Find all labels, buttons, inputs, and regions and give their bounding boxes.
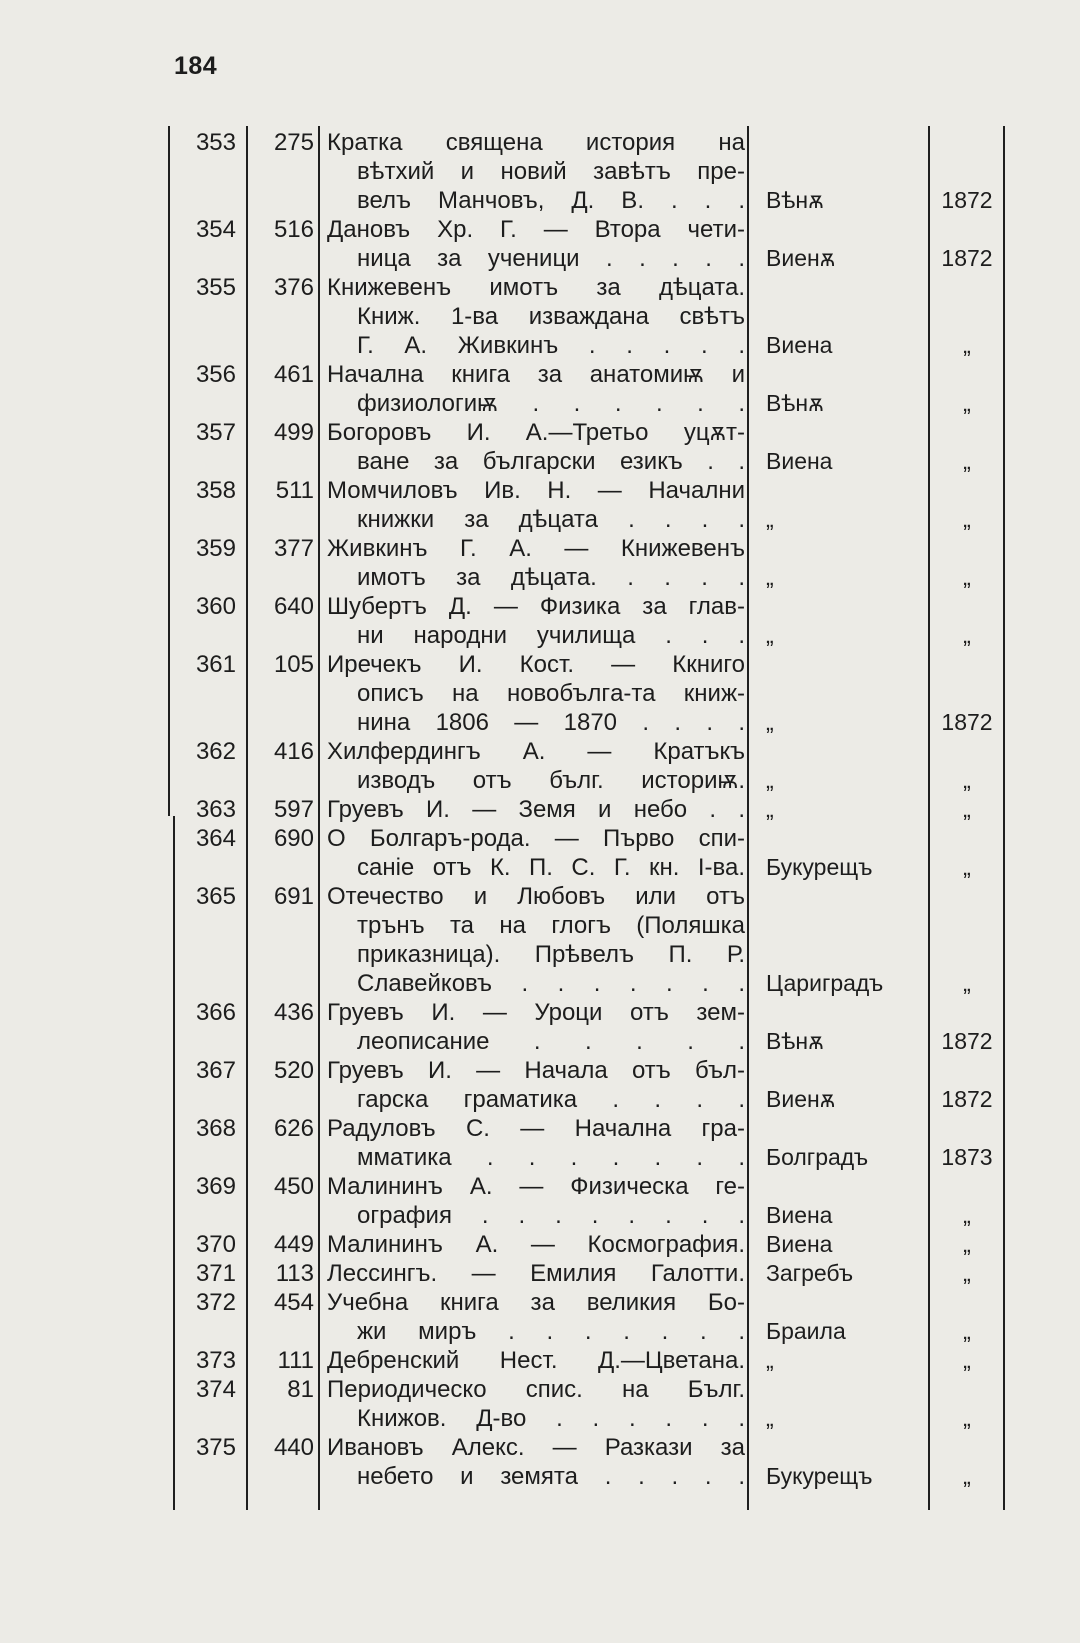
entry-catalog-id: 111 [277, 1347, 314, 1374]
entry-catalog-id: 626 [273, 1115, 314, 1142]
entry-title-line: вѣтхий и новий завѣтъ пре- [357, 158, 745, 185]
entry-title-line: Живкинъ Г. А. — Книжевенъ [327, 535, 745, 562]
entry-year: „ [963, 332, 971, 358]
entry-catalog-id: 376 [273, 274, 314, 301]
entry-title-line: имотъ за дѣцата. . . . . [357, 564, 745, 591]
entry-year: 1872 [941, 709, 993, 735]
entry-catalog-id: 516 [273, 216, 314, 243]
entry-title-line: физиологиѭ . . . . . . [357, 390, 745, 417]
entry-catalog-id: 640 [273, 593, 314, 620]
entry-number: 360 [195, 593, 236, 620]
entry-number: 353 [195, 129, 236, 156]
entry-title-line: трънъ та на глогъ (Поляшка [357, 912, 745, 939]
entry-title-line: Отечество и Любовъ или отъ [327, 883, 745, 910]
entry-title-line: Груевъ И. — Начала отъ бъл- [327, 1057, 745, 1084]
entry-number: 366 [195, 999, 236, 1026]
entry-title [327, 273, 745, 360]
entry-title-line: Радуловъ С. — Начална гра- [327, 1115, 745, 1142]
entry-place: Вѣнѫ [766, 390, 824, 416]
entry-title-line: Кратка священа история на [327, 129, 745, 156]
entry-catalog-id: 440 [273, 1434, 314, 1461]
entry-catalog-id: 113 [275, 1260, 314, 1287]
table-row [0, 650, 1080, 737]
table-row [0, 1056, 1080, 1114]
entry-catalog-id: 105 [273, 651, 314, 678]
entry-number: 364 [195, 825, 236, 852]
entry-number: 363 [195, 796, 236, 823]
entry-title-line: гарска граматика . . . . [357, 1086, 745, 1113]
entry-catalog-id: 690 [273, 825, 314, 852]
entry-place: „ [766, 1405, 774, 1431]
table-row [0, 1288, 1080, 1346]
entry-year: „ [963, 1463, 971, 1489]
entry-number: 355 [195, 274, 236, 301]
table-row [0, 1433, 1080, 1491]
entry-number: 367 [195, 1057, 236, 1084]
entry-number: 354 [195, 216, 236, 243]
entry-place: Букурещъ [766, 854, 873, 880]
entry-number: 357 [195, 419, 236, 446]
entry-year: „ [963, 854, 971, 880]
entry-title [327, 1056, 745, 1114]
entry-title [327, 824, 745, 882]
entry-catalog-id: 275 [273, 129, 314, 156]
entry-title-line: Лессингъ. — Емилия Галотти. [327, 1260, 745, 1287]
entry-title-line: Начална книга за анатомиѭ и [327, 361, 745, 388]
page-number: 184 [174, 52, 218, 80]
entry-place: Браила [766, 1318, 846, 1344]
entry-place: „ [766, 796, 774, 822]
entry-title [327, 1288, 745, 1346]
entry-title-line: Дановъ Хр. Г. — Втора чети- [327, 216, 745, 243]
entry-catalog-id: 450 [273, 1173, 314, 1200]
entry-year: „ [963, 796, 971, 822]
entry-year: „ [963, 1318, 971, 1344]
table-row [0, 824, 1080, 882]
entry-place: „ [766, 709, 774, 735]
entry-place: „ [766, 622, 774, 648]
entry-year: „ [963, 767, 971, 793]
entry-catalog-id: 81 [287, 1376, 314, 1403]
entry-place: „ [766, 767, 774, 793]
entry-title-line: Дебренский Нест. Д.—Цветана. [327, 1347, 745, 1374]
entry-place: Загребъ [766, 1260, 854, 1286]
entry-title [327, 592, 745, 650]
entry-title [327, 737, 745, 795]
entry-title [327, 795, 745, 824]
entry-number: 359 [195, 535, 236, 562]
entry-catalog-id: 454 [273, 1289, 314, 1316]
entry-year: „ [963, 1202, 971, 1228]
entry-number: 356 [195, 361, 236, 388]
entry-year: 1872 [941, 1028, 993, 1054]
entry-number: 358 [195, 477, 236, 504]
entry-number: 362 [195, 738, 236, 765]
entry-year: „ [963, 1347, 971, 1373]
entry-title-line: изводъ отъ бълг. историѭ. [357, 767, 745, 794]
entry-title [327, 215, 745, 273]
entry-title [327, 882, 745, 998]
entry-number: 373 [195, 1347, 236, 1374]
entry-place: Виена [766, 1202, 833, 1228]
table-row [0, 1172, 1080, 1230]
entry-year: „ [963, 506, 971, 532]
table-row [0, 418, 1080, 476]
entry-title-line: Иречекъ И. Кост. — Ккниго [327, 651, 745, 678]
table-row [0, 128, 1080, 215]
entry-title-line: велъ Манчовъ, Д. В. . . . [357, 187, 745, 214]
entry-year: „ [963, 390, 971, 416]
entry-title [327, 418, 745, 476]
entry-catalog-id: 449 [273, 1231, 314, 1258]
entry-title-line: Хилфердингъ А. — Кратъкъ [327, 738, 745, 765]
entry-title-line: жи миръ . . . . . . . [357, 1318, 745, 1345]
table-row [0, 592, 1080, 650]
entry-place: Виенѫ [766, 245, 836, 271]
entry-number: 365 [195, 883, 236, 910]
entry-catalog-id: 436 [273, 999, 314, 1026]
entry-title-line: Г. А. Живкинъ . . . . . [357, 332, 745, 359]
entry-title-line: ни народни училища . . . [357, 622, 745, 649]
entry-place: Виенѫ [766, 1086, 836, 1112]
table-row [0, 1230, 1080, 1259]
entry-place: „ [766, 564, 774, 590]
table-row [0, 360, 1080, 418]
entry-title-line: Груевъ И. — Земя и небо . . [327, 796, 745, 823]
entry-title-line: Малининъ А. — Физическа ге- [327, 1173, 745, 1200]
entry-catalog-id: 416 [273, 738, 314, 765]
entry-number: 371 [195, 1260, 236, 1287]
entry-year: 1872 [941, 1086, 993, 1112]
entry-catalog-id: 511 [275, 477, 314, 504]
table-row [0, 273, 1080, 360]
entry-number: 369 [195, 1173, 236, 1200]
entry-title [327, 1114, 745, 1172]
entry-title-line: Книжевенъ имотъ за дѣцата. [327, 274, 745, 301]
entry-title-line: Книж. 1-ва изваждана свѣтъ [357, 303, 745, 330]
entry-title-line: леописание . . . . . [357, 1028, 745, 1055]
table-row [0, 1375, 1080, 1433]
entry-place: Виена [766, 448, 833, 474]
entry-title-line: саніе отъ К. П. С. Г. кн. I-ва. [357, 854, 745, 881]
table-row [0, 476, 1080, 534]
entry-year: „ [963, 448, 971, 474]
table-row [0, 534, 1080, 592]
entry-year: 1873 [941, 1144, 993, 1170]
table-row [0, 998, 1080, 1056]
entry-title-line: Славейковъ . . . . . . . [357, 970, 745, 997]
entry-year: 1872 [941, 187, 993, 213]
entry-title-line: Шубертъ Д. — Физика за глав- [327, 593, 745, 620]
entry-title-line: Периодическо спис. на Бълг. [327, 1376, 745, 1403]
entry-year: „ [963, 622, 971, 648]
entry-number: 375 [195, 1434, 236, 1461]
entry-title-line: Ивановъ Алекс. — Разкази за [327, 1434, 745, 1461]
entry-catalog-id: 520 [273, 1057, 314, 1084]
table-row [0, 882, 1080, 998]
entry-title-line: Момчиловъ Ив. Н. — Начални [327, 477, 745, 504]
entry-place: Вѣнѫ [766, 187, 824, 213]
entry-title-line: приказница). Прѣвелъ П. Р. [357, 941, 745, 968]
entry-place: Виена [766, 1231, 833, 1257]
entry-title-line: Малининъ А. — Космография. [327, 1231, 745, 1258]
entry-title [327, 1433, 745, 1491]
entry-catalog-id: 597 [273, 796, 314, 823]
entry-year: „ [963, 1405, 971, 1431]
entry-title-line: Книжов. Д-во . . . . . . [357, 1405, 745, 1432]
entry-title-line: мматика . . . . . . . [357, 1144, 745, 1171]
entry-year: „ [963, 1260, 971, 1286]
entry-catalog-id: 377 [273, 535, 314, 562]
entry-title-line: ница за ученици . . . . . [357, 245, 745, 272]
table-row [0, 1259, 1080, 1288]
entry-place: „ [766, 1347, 774, 1373]
entry-number: 368 [195, 1115, 236, 1142]
entry-title [327, 1346, 745, 1375]
entry-number: 361 [195, 651, 236, 678]
entry-title [327, 476, 745, 534]
table-row [0, 215, 1080, 273]
entry-number: 370 [195, 1231, 236, 1258]
entry-title-line: ване за български езикъ . . [357, 448, 745, 475]
table-row [0, 795, 1080, 824]
entry-title [327, 360, 745, 418]
entry-year: „ [963, 564, 971, 590]
entry-number: 374 [195, 1376, 236, 1403]
entry-place: „ [766, 506, 774, 532]
entry-title [327, 1172, 745, 1230]
entry-title [327, 128, 745, 215]
entry-year: „ [963, 970, 971, 996]
entry-year: 1872 [941, 245, 993, 271]
entry-title-line: ография . . . . . . . . [357, 1202, 745, 1229]
entry-title-line: описъ на новобългa-та книж- [357, 680, 745, 707]
entry-catalog-id: 461 [273, 361, 314, 388]
entry-place: Виена [766, 332, 833, 358]
entry-title-line: книжки за дѣцата . . . . [357, 506, 745, 533]
table-row [0, 1346, 1080, 1375]
entry-place: Вѣнѫ [766, 1028, 824, 1054]
entry-title-line: небето и земята . . . . . [357, 1463, 745, 1490]
entry-title [327, 1230, 745, 1259]
entry-title-line: нина 1806 — 1870 . . . . [357, 709, 745, 736]
entry-catalog-id: 691 [273, 883, 314, 910]
entry-title [327, 534, 745, 592]
entry-place: Болградъ [766, 1144, 869, 1170]
entry-place: Цариградъ [766, 970, 884, 996]
entry-title [327, 650, 745, 737]
table-row [0, 1114, 1080, 1172]
entry-title [327, 1259, 745, 1288]
entry-catalog-id: 499 [273, 419, 314, 446]
entry-number: 372 [195, 1289, 236, 1316]
entry-title-line: О Болгаръ-рода. — Първо спи- [327, 825, 745, 852]
entry-title-line: Богоровъ И. А.—Третьо уцѫт- [327, 419, 745, 446]
entry-title-line: Учебна книга за великия Бо- [327, 1289, 745, 1316]
entry-title-line: Груевъ И. — Уроци отъ зем- [327, 999, 745, 1026]
entry-place: Букурещъ [766, 1463, 873, 1489]
entry-year: „ [963, 1231, 971, 1257]
entry-title [327, 998, 745, 1056]
entry-title [327, 1375, 745, 1433]
table-row [0, 737, 1080, 795]
